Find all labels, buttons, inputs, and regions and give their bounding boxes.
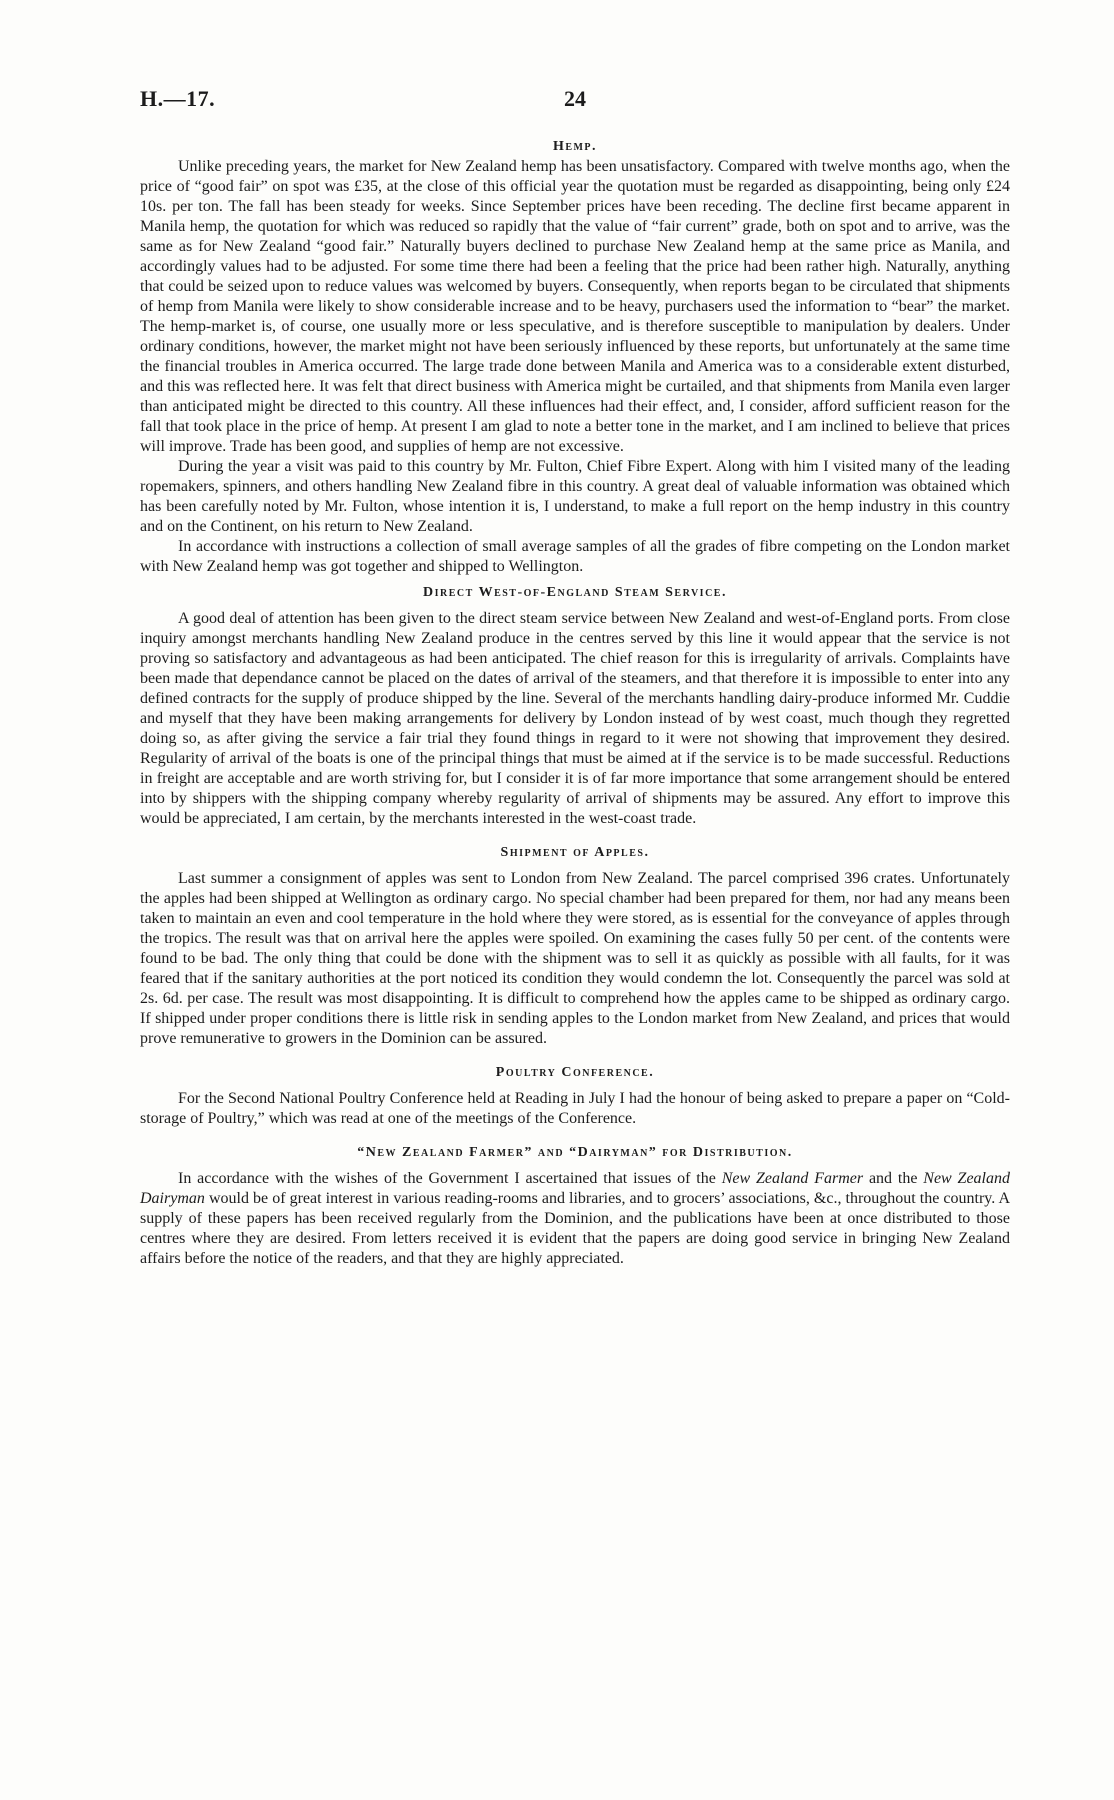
section-poultry	[140, 1063, 1010, 1129]
page-number: 24	[564, 86, 586, 111]
section-heading-apples: Shipment of Apples.	[500, 845, 650, 860]
section-steam-service	[140, 583, 1010, 829]
section-heading-farmer-distribution: “New Zealand Farmer” and “Dairyman” for Distribution.	[357, 1145, 793, 1160]
publication-title-farmer: New Zealand Farmer	[721, 1170, 864, 1187]
parliamentary-paper-reference: H.—17.	[140, 86, 216, 111]
section-farmer-distribution	[140, 1143, 1010, 1269]
paragraph: For the Second National Poultry Conference held at Reading in July I had the honour of being asked to prepare a paper on “Cold-storage of Poultry,” which was read at one of the meetings of the Conference.	[140, 1090, 1010, 1127]
paragraph-text: In accordance with the wishes of the Government I ascertained that issues of the	[178, 1170, 722, 1187]
document-body	[140, 137, 1010, 1269]
paragraph: Unlike preceding years, the market for New Zealand hemp has been unsatisfactory. Compared with twelve months ago, when the price of “good fair” on spot was £35, at the close of this official year the quotation must be regarded as disappointing, being only £24 10s. per ton. The fall has been steady for weeks. Since September prices have been receding. The decline first became apparent in Manila hemp, the quotation for which was reduced so rapidly that the value of “fair current” grade, both on spot and to arrive, was the same as for New Zealand “good fair.” Naturally buyers declined to purchase New Zealand hemp at the same price as Manila, and accordingly values had to be adjusted. For some time there had been a feeling that the price had been rather high. Naturally, anything that could be seized upon to reduce values was welcomed by buyers. Consequently, when reports began to be circulated that shipments of hemp from Manila were likely to show considerable increase and to be heavy, purchasers used the information to “bear” the market. The hemp-market is, of course, one usually more or less speculative, and is therefore susceptible to manipulation by dealers. Under ordinary conditions, however, the market might not have been seriously influenced by these reports, but unfortunately at the same time the financial troubles in America occurred. The large trade done between Manila and America was to a considerable extent disturbed, and this was reflected here. It was felt that direct business with America might be curtailed, and that shipments from Manila even larger than anticipated might be directed to this country. All these influences had their effect, and, I consider, afford sufficient reason for the fall that took place in the price of hemp. At present I am glad to note a better tone in the market, and I am inclined to believe that prices will improve. Trade has been good, and supplies of hemp are not excessive.	[140, 158, 1010, 455]
section-hemp	[140, 137, 1010, 577]
section-apples	[140, 843, 1010, 1049]
paragraph: In accordance with instructions a collection of small average samples of all the grades of fibre competing on the London market with New Zealand hemp was got together and shipped to Wellington.	[140, 538, 1010, 575]
paragraph-text: would be of great interest in various reading-rooms and libraries, and to grocers’ associations, &c., throughout the country. A supply of these papers has been received regularly from the Dominion, and the publications have been at once distributed to those centres where they are desired. From letters received it is evident that the papers are doing good service in bringing New Zealand affairs before the notice of the readers, and that they are highly appreciated.	[140, 1190, 1010, 1267]
paragraph: Last summer a consignment of apples was sent to London from New Zealand. The parcel comprised 396 crates. Unfortunately the apples had been shipped at Wellington as ordinary cargo. No special chamber had been prepared for them, nor had any means been taken to maintain an even and cool temperature in the hold where they were stored, as is essential for the conveyance of apples through the tropics. The result was that on arrival here the apples were spoiled. On examining the cases fully 50 per cent. of the contents were found to be bad. The only thing that could be done with the shipment was to sell it as quickly as possible with all faults, for it was feared that if the sanitary authorities at the port noticed its condition they would condemn the lot. Consequently the parcel was sold at 2s. 6d. per case. The result was most disappointing. It is difficult to comprehend how the apples came to be shipped as ordinary cargo. If shipped under proper conditions there is little risk in sending apples to the London market from New Zealand, and prices that would prove remunerative to growers in the Dominion can be assured.	[140, 870, 1010, 1047]
section-heading-steam-service: Direct West-of-England Steam Service.	[423, 585, 727, 600]
paragraph-text: and the	[863, 1170, 924, 1187]
section-heading-hemp: Hemp.	[552, 139, 598, 154]
publication-title-dairyman: New Zealand Dairyman	[140, 1170, 1011, 1207]
section-heading-poultry: Poultry Conference.	[495, 1065, 655, 1080]
paragraph: A good deal of attention has been given to the direct steam service between New Zealand and west-of-England ports. From close inquiry amongst merchants handling New Zealand produce in the centres served by this line it would appear that the service is not proving so satisfactory and advantageous as had been anticipated. The chief reason for this is irregularity of arrivals. Complaints have been made that dependance cannot be placed on the dates of arrival of the steamers, and that therefore it is impossible to enter into any defined contracts for the supply of produce shipped by the line. Several of the merchants handling dairy-produce informed Mr. Cuddie and myself that they have been making arrangements for delivery by London instead of by west coast, much though they regretted doing so, as after giving the service a fair trial they found things in regard to it were not showing that improvement they desired. Regularity of arrival of the boats is one of the principal things that must be aimed at if the service is to be made successful. Reductions in freight are acceptable and are worth striving for, but I consider it is of far more importance that some arrangement should be entered into by shippers with the shipping company whereby regularity of arrival of shipments may be assured. Any effort to improve this would be appreciated, I am certain, by the merchants interested in the west-coast trade.	[140, 610, 1010, 827]
page-header	[140, 86, 1010, 116]
paragraph: During the year a visit was paid to this country by Mr. Fulton, Chief Fibre Expert. Along with him I visited many of the leading ropemakers, spinners, and others handling New Zealand fibre in this country. A great deal of valuable information was obtained which has been carefully noted by Mr. Fulton, whose intention it is, I understand, to make a full report on the hemp industry in this country and on the Continent, on his return to New Zealand.	[140, 458, 1010, 535]
paragraph	[140, 1169, 1010, 1269]
